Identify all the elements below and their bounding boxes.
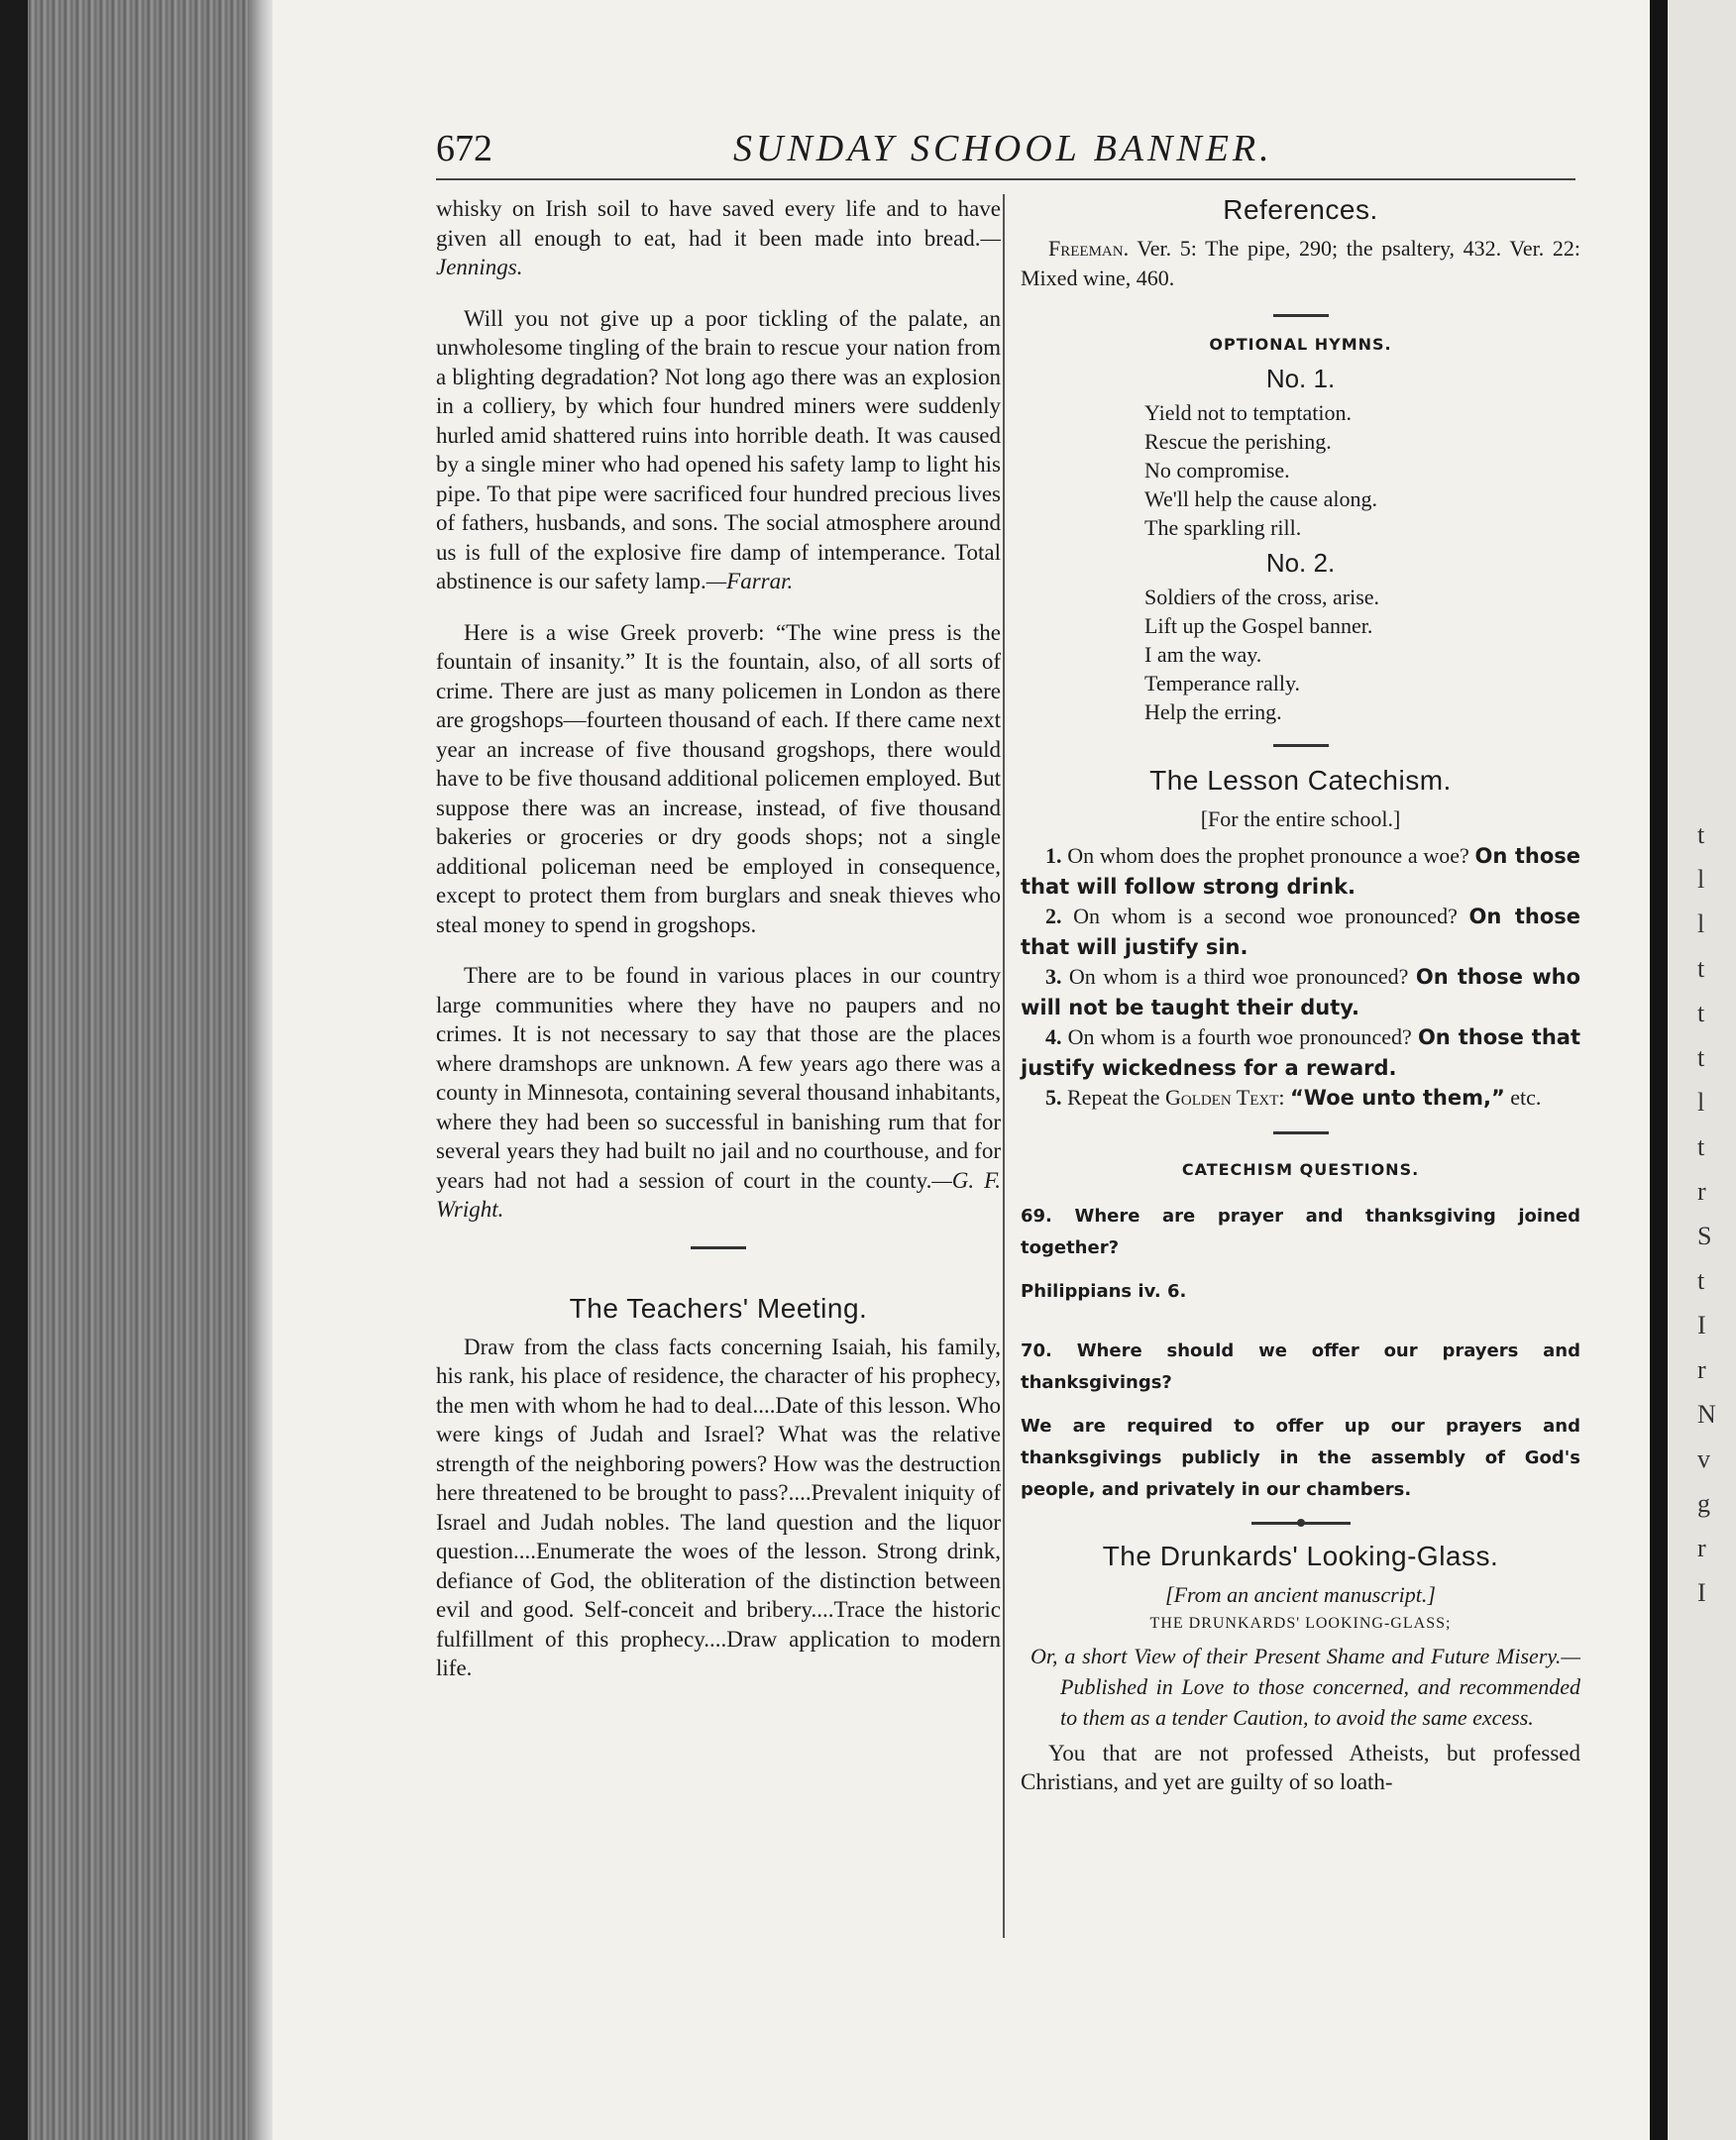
hymn-list-1 xyxy=(1144,398,1580,542)
drunkards-caps-title: THE DRUNKARDS' LOOKING-GLASS; xyxy=(1149,1614,1452,1632)
answer-70: We are required to offer up our prayers and thanksgivings publicly in the assembly of God's people, and privately in our chambers. xyxy=(1021,1415,1580,1500)
column-divider xyxy=(1003,194,1005,1938)
drunkards-italic-text: Or, a short View of their Present Shame and Future Misery.—Published in Love to those concerned, and recommended to them as a tender Caution, to avoid the same excess. xyxy=(1031,1643,1580,1730)
hymn-item: Soldiers of the cross, arise. xyxy=(1144,585,1380,609)
byline-farrar: —Farrar. xyxy=(705,569,794,593)
facing-page-letter: t xyxy=(1697,999,1705,1027)
hymn-item: Help the erring. xyxy=(1144,699,1282,724)
hymn-item: Yield not to temptation. xyxy=(1144,400,1352,425)
facing-page-letter: r xyxy=(1697,1355,1706,1384)
hymn-item: Rescue the perishing. xyxy=(1144,429,1332,454)
facing-page-letter: t xyxy=(1697,1132,1705,1161)
section-rule xyxy=(1273,744,1329,747)
hymn-item: We'll help the cause along. xyxy=(1144,486,1377,511)
page-header xyxy=(436,127,1714,186)
header-rule xyxy=(436,178,1575,180)
running-title: SUNDAY SCHOOL BANNER. xyxy=(733,128,1273,169)
drunkards-looking-glass-title: The Drunkards' Looking-Glass. xyxy=(1102,1540,1499,1571)
facing-page-letter: t xyxy=(1697,1043,1705,1072)
section-rule xyxy=(1273,314,1329,317)
left-column xyxy=(436,194,1001,1705)
paragraph-minnesota: There are to be found in various places in our country large communities where they have no paupers and no crimes. It is not necessary to say that those are the places where dramshops are unknown. A few years ago there was a county in Minnesota, containing several thousand inhabitants, where they had been so successful in banishing rum that for several years they had built no jail and no courthouse, and for years had not had a session of court in the county.—G. F. Wright. xyxy=(436,963,1001,1222)
lesson-catechism-title: The Lesson Catechism. xyxy=(1149,765,1452,796)
hymn-item: I am the way. xyxy=(1144,642,1262,667)
references-text: Freeman. Ver. 5: The pipe, 290; the psaltery, 432. Ver. 22: Mixed wine, 460. xyxy=(1021,236,1580,290)
facing-page-letter: I xyxy=(1697,1578,1706,1607)
facing-page-letter: l xyxy=(1697,1088,1705,1117)
catechism-item: 3. On whom is a third woe pronounced? On those who will not be taught their duty. xyxy=(1021,964,1580,1019)
byline-wright: —G. F. Wright. xyxy=(436,1167,1001,1222)
paragraph-jennings: whisky on Irish soil to have saved every life and to have given all enough to eat, had it been made into bread.—Jennings. xyxy=(436,196,1001,279)
question-69: 69. Where are prayer and thanksgiving joined together? xyxy=(1021,1205,1580,1258)
catechism-questions-title: CATECHISM QUESTIONS. xyxy=(1181,1159,1420,1179)
catechism-item: 2. On whom is a second woe pronounced? On those that will justify sin. xyxy=(1021,904,1580,959)
catechism-item: 1. On whom does the prophet pronounce a woe? On those that will follow strong drink. xyxy=(1021,843,1581,899)
facing-page-letter: t xyxy=(1697,820,1705,849)
hymn-number-2: No. 2. xyxy=(1265,548,1336,578)
book-spine-edge xyxy=(0,0,263,2140)
hymn-item: Lift up the Gospel banner. xyxy=(1144,613,1373,638)
facing-page-letter: l xyxy=(1697,910,1705,938)
paragraph-greek-proverb: Here is a wise Greek proverb: “The wine press is the fountain of insanity.” It is the fountain, also, of all sorts of crime. There are just as many policemen in London as there are grogshops—fourteen thousand of each. If there came next year an increase of five thousand grogshops, there would have to be five thousand additional policemen employed. But suppose there was an increase, instead, of five thousand bakeries or groceries or dry goods shops; not a single additional policeman need be employed in consequence, except to protect them from burglars and sneak thieves who steal money to spend in grogshops. xyxy=(436,619,1001,937)
section-rule xyxy=(1273,1131,1329,1134)
spine-shadow xyxy=(0,0,28,2140)
facing-page-letter: l xyxy=(1697,865,1705,894)
catechism-item: 4. On whom is a fourth woe pronounced? On those that justify wickedness for a reward. xyxy=(1021,1024,1581,1080)
facing-page-edge xyxy=(1650,0,1736,2140)
paragraph-farrar: Will you not give up a poor tickling of the palate, an unwholesome tingling of the brain to rescue your nation from a blighting degradation? Not long ago there was an explosion in a colliery, by which four hundred miners were suddenly hurled amid shattered ruins into horrible death. It was caused by a single miner who had opened his safety lamp to light his pipe. To that pipe were sacrificed four hundred precious lives of fathers, husbands, and sons. The social atmosphere around us is full of the explosive fire damp of intemperance. Total abstinence is our safety lamp.—Farrar. xyxy=(436,305,1001,593)
facing-page-letter: N xyxy=(1697,1400,1716,1429)
catechism-item: 5. Repeat the Golden Text: “Woe unto them,” etc. xyxy=(1045,1085,1542,1110)
catechism-list xyxy=(1021,841,1580,1114)
page-gutter xyxy=(248,0,275,2140)
hymn-item: Temperance rally. xyxy=(1144,671,1301,696)
question-70: 70. Where should we offer our prayers and thanksgivings? xyxy=(1021,1339,1580,1393)
drunkards-subtitle: [From an ancient manuscript.] xyxy=(1165,1581,1436,1607)
facing-page-letter: r xyxy=(1697,1534,1706,1562)
hymn-list-2 xyxy=(1144,583,1580,726)
section-rule xyxy=(691,1246,746,1249)
hymn-number-1: No. 1. xyxy=(1265,364,1336,393)
facing-page-letter: t xyxy=(1697,1266,1705,1295)
facing-page-letter: S xyxy=(1697,1222,1712,1250)
facing-page-letter: r xyxy=(1697,1177,1706,1206)
hymn-item: No compromise. xyxy=(1144,458,1290,482)
page-number: 672 xyxy=(436,128,492,169)
byline-jennings: —Jennings. xyxy=(436,225,1001,279)
answer-69: Philippians iv. 6. xyxy=(1021,1280,1187,1302)
section-rule xyxy=(1251,1522,1351,1525)
facing-page-letter: t xyxy=(1697,954,1705,983)
facing-page-letter: g xyxy=(1697,1489,1710,1518)
teachers-meeting-title: The Teachers' Meeting. xyxy=(569,1292,868,1324)
facing-page-letters xyxy=(1697,812,1716,1615)
optional-hymns-title: OPTIONAL HYMNS. xyxy=(1209,335,1392,354)
facing-page-letter: I xyxy=(1697,1311,1706,1339)
right-column xyxy=(1021,194,1580,1819)
hymn-item: The sparkling rill. xyxy=(1144,515,1302,540)
drunkards-body-text: You that are not professed Atheists, but professed Christians, and yet are guilty of so loath- xyxy=(1021,1740,1580,1794)
lesson-catechism-subtitle: [For the entire school.] xyxy=(1200,806,1401,831)
teachers-meeting-text: Draw from the class facts concerning Isaiah, his family, his rank, his place of residence, the character of his prophecy, the men with whom he had to deal....Date of this lesson. Who were kings of Judah and Israel? What was the relative strength of the neighboring powers? How was the destruction here threatened to be brought to pass?....Prevalent iniquity of Israel and Judah nobles. The land question and the liquor question....Enumerate the woes of the lesson. Strong drink, defiance of God, the obliteration of the distinction between evil and good. Self-conceit and bribery....Trace the historic fulfillment of this prophecy....Draw application to modern life. xyxy=(436,1334,1001,1680)
references-title: References. xyxy=(1223,194,1378,225)
facing-page-letter: v xyxy=(1697,1444,1710,1473)
